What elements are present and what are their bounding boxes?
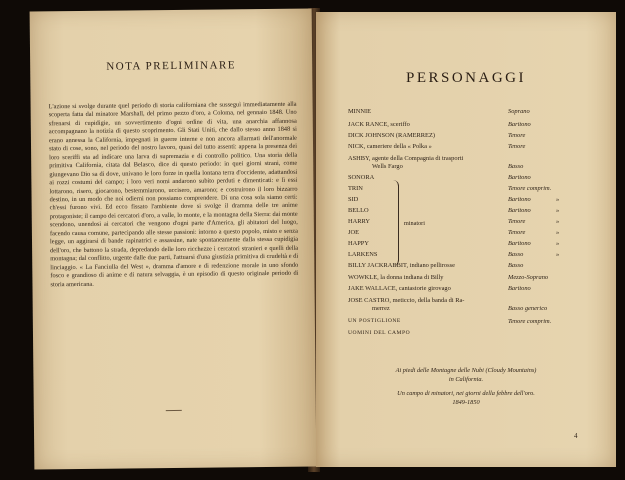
cast-row [348,318,598,328]
section-divider [166,410,182,411]
setting-line-1: Ai piedi delle Montagne delle Nubi (Cloudy Mountains) [395,367,537,374]
cast-row [348,262,598,272]
setting-line-2: in California. [448,376,484,383]
cast-row [348,143,598,153]
cast-voice-type: Soprano [508,108,530,115]
cast-name: JAKE WALLACE, cantastorie girovago [348,285,451,292]
page-number: 4 [574,432,578,440]
cast-row [348,229,598,239]
cast-name: ASHBY, agente della Compagnia di trasporti [348,155,464,162]
cast-row [348,274,598,284]
cast-name: SID [348,196,359,203]
cast-name: WOWKLE, la donna indiana di Billy [348,274,444,281]
cast-voice-type: Tenore comprim. [508,318,552,325]
cast-voice-type: Basso [508,262,524,269]
cast-name: UN POSTIGLIONE [348,318,401,324]
cast-name: MINNIE [348,108,372,115]
cast-voice-type: Baritono [508,207,531,214]
cast-name: TRIN [348,185,363,192]
ditto-mark: » [556,207,560,214]
cast-row [348,108,598,118]
ditto-mark: » [556,218,560,225]
cast-voice-type: Baritono [508,285,531,292]
cast-row [348,174,598,184]
cast-voice-type: Baritono [508,174,531,181]
cast-name: UOMINI DEL CAMPO [348,330,411,336]
cast-row [348,251,598,261]
cast-row [348,155,598,170]
cast-voice-type: Basso generico [508,305,548,312]
cast-name: JACK RANCE, sceriffo [348,121,410,128]
cast-row [348,207,598,217]
cast-voice-type: Baritono [508,196,531,203]
cast-voice-type: Tenore [508,132,526,139]
cast-voice-type: Mezzo-Soprano [508,274,549,281]
miners-group-label: minatori [404,220,425,227]
cast-row [348,132,598,142]
cast-name: JOSE CASTRO, meticcio, della banda di Ra- [348,297,465,304]
cast-name: HARRY [348,218,371,225]
cast-voice-type: Tenore [508,229,526,236]
cast-name: LARKENS [348,251,378,258]
cast-name: BELLO [348,207,369,214]
cast-name: SONORA [348,174,375,181]
cast-name-continued: merrez [372,305,390,312]
setting-line-3: Un campo di minatori, nei giorni della febbre dell'oro. [397,390,535,397]
cast-voice-type: Basso [508,251,524,258]
cast-name: HAPPY [348,240,369,247]
cast-row [348,330,598,340]
left-page-title: NOTA PRELIMINARE [106,59,237,73]
cast-name: NICK, cameriere della « Polka » [348,143,432,150]
setting-years: 1849-1850 [452,399,480,406]
preliminary-note-text: L'azione si svolge durante quel periodo di storia californiana che susseguì immediatamente alla scoperta fatta dal minatore Marshall, del primo pezzo d'oro, a Coloma, nel gennaio 1848. Uno sfrenarsi di cupidigie, un sovvertimento d'ogni ordine di vita, una anarchia affannosa accompagnano la notizia di questo scoprimento. Gli Stati Uniti, che dallo stesso anno 1848 si erano annessa la California, impegnati in guerre interne e non ancora allarmati dell'anormale stato di cose, sono, nel periodo del nostro lavoro, quasi del tutto assenti: appena la presenza dei loro sceriffi sta ad indicare una larva di supremazia e di controllo politico. Una storia della primitiva California, citata dal Belasco, dice di questo periodo: in quei giorni strani, come giungevano Dio sa di dove, univano le loro forze in quella lontana terra d'occidente, adattandosi ai rozzi costumi del campo; i loro veri nomi andarono subito perduti e dimenticati: e lì essi lottarono, risero, giocarono, bestemmiarono, uccisero, amarono; e costruirono il loro bizzarro destino, in un modo che noi odierni non possiamo comprendere. Di una cosa sola siamo certi: ch'essi furono vivi. Ed ecco fissato l'ambiente dove si svolge il dramma delle tre anime protagoniste; il campo dei cercatori d'oro, a valle, lo monte, e la montagna della Sierra: dai monte scendono, unendosi ai cercatori che vengono d'ogni parte d'America, gli abitatori del luogo, facendo causa comune, partecipando alle stesse passioni: intorno a questo popolo, misto e senza legge, un aggirarsi di bande rapinatrici e assassine, nate spontaneamente dalla stessa cupidigia dell'oro, che battono la strada, depredando delle loro ricchezze i cercatori stranieri e quelli della montagna; dal conflitto, urgente dalle due parti, l'attuarsi d'una giustizia primitiva di crudeltà e di linciaggio. « La Fanciulla del West », dramma d'amore e di redenzione morale in uno sfondo fosco e grandioso di anime e di natura selvaggia, è un episodio di questo originale periodo di storia americana. [48,100,299,288]
right-page-title: PERSONAGGI [405,70,526,86]
ditto-mark: » [556,229,560,236]
cast-voice-type: Tenore [508,143,526,150]
cast-voice-type: Baritono [508,121,531,128]
cast-row [348,185,598,195]
cast-row [348,196,598,206]
cast-voice-type: Baritono [508,240,531,247]
cast-name: JOE [348,229,360,236]
cast-row [348,121,598,131]
cast-row [348,297,598,312]
cast-row [348,218,598,228]
cast-voice-type: Tenore [508,218,526,225]
left-page [30,9,317,470]
cast-row [348,240,598,250]
cast-name-continued: Wells Fargo [372,163,403,170]
right-page [316,12,616,467]
cast-name: DICK JOHNSON (RAMERREZ) [348,132,435,139]
cast-name: BILLY JACKRABBIT, indiano pellirosse [348,262,455,269]
ditto-mark: » [556,251,560,258]
cast-voice-type: Tenore comprim. [508,185,552,192]
cast-row [348,285,598,295]
cast-voice-type: Basso [508,163,524,170]
ditto-mark: » [556,240,560,247]
ditto-mark: » [556,196,560,203]
